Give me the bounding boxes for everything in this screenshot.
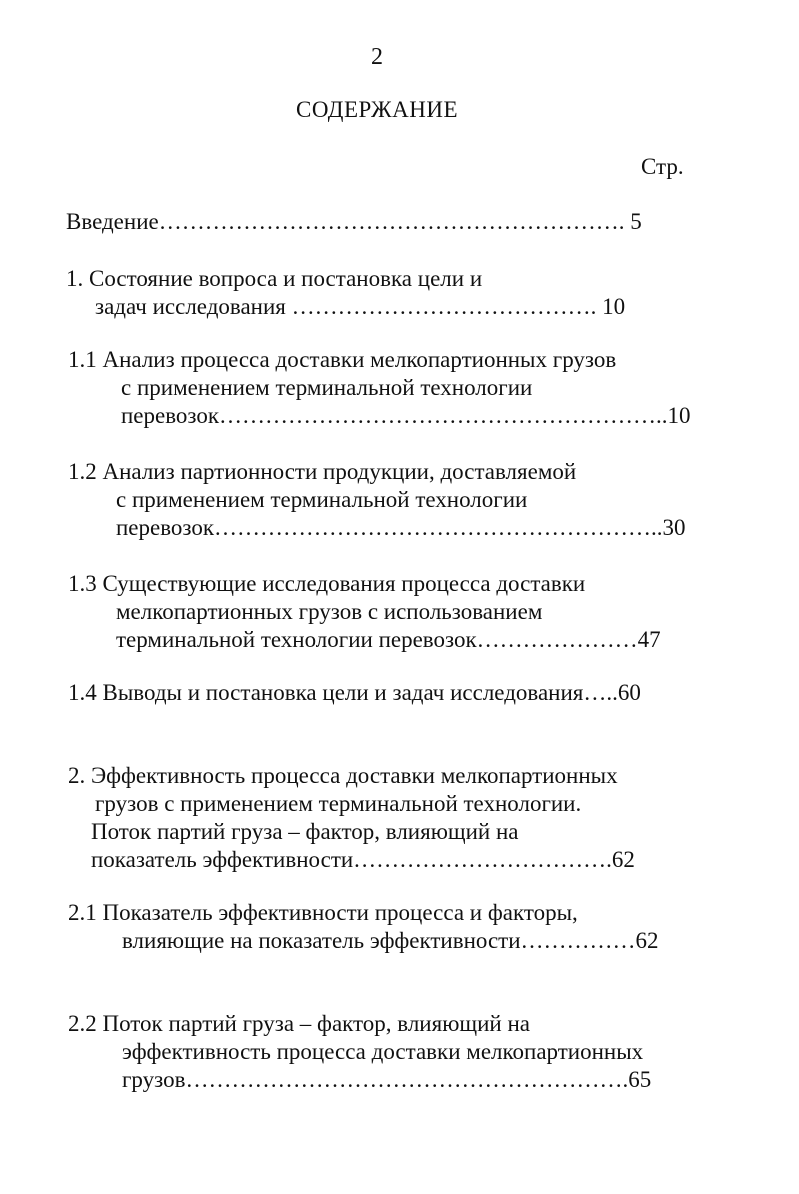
toc-entry-2-1-line-2: влияющие на показатель эффективности……………62 xyxy=(122,928,659,953)
toc-entry-2-line-2: грузов с применением терминальной технологии. xyxy=(95,791,582,816)
toc-entry-2-2-line-2: эффективность процесса доставки мелкопартионных xyxy=(122,1039,644,1064)
toc-entry-1-3-line-1: 1.3 Существующие исследования процесса доставки xyxy=(68,571,586,596)
page-column-label: Стр. xyxy=(641,154,684,179)
toc-entry-1-line-2: задач исследования …………………………………. 10 xyxy=(95,294,626,319)
toc-entry-1-3-line-2: мелкопартионных грузов с использованием xyxy=(116,599,543,624)
toc-entry-1-1-line-3: перевозок…………………………………………………..10 xyxy=(121,403,691,428)
toc-entry-1-2-line-1: 1.2 Анализ партионности продукции, доставляемой xyxy=(68,459,577,484)
toc-entry-2-2-line-3: грузов………………………………………………….65 xyxy=(122,1067,652,1092)
page-title: СОДЕРЖАНИЕ xyxy=(295,97,458,122)
toc-entry-2-line-1: 2. Эффективность процесса доставки мелкопартионных xyxy=(68,763,618,788)
page-number: 2 xyxy=(371,44,383,70)
toc-entry-1-2-line-3: перевозок…………………………………………………..30 xyxy=(116,515,686,540)
toc-entry-2-line-3: Поток партий груза – фактор, влияющий на xyxy=(91,819,519,844)
toc-entry-1-line-1: 1. Состояние вопроса и постановка цели и xyxy=(66,266,483,291)
toc-entry-introduction: Введение……………………………………………………. 5 xyxy=(66,209,642,234)
toc-entry-1-1-line-1: 1.1 Анализ процесса доставки мелкопартионных грузов xyxy=(68,347,617,372)
toc-entry-1-2-line-2: с применением терминальной технологии xyxy=(116,487,528,512)
toc-entry-1-3-line-3: терминальной технологии перевозок…………………47 xyxy=(116,627,661,652)
toc-entry-2-1-line-1: 2.1 Показатель эффективности процесса и факторы, xyxy=(68,900,578,925)
toc-entry-1-1-line-2: с применением терминальной технологии xyxy=(121,375,533,400)
toc-entry-2-2-line-1: 2.2 Поток партий груза – фактор, влияющий на xyxy=(68,1011,530,1036)
toc-entry-2-line-4: показатель эффективности…………………………….62 xyxy=(91,847,635,872)
toc-entry-1-4: 1.4 Выводы и постановка цели и задач исследования…..60 xyxy=(68,680,641,705)
